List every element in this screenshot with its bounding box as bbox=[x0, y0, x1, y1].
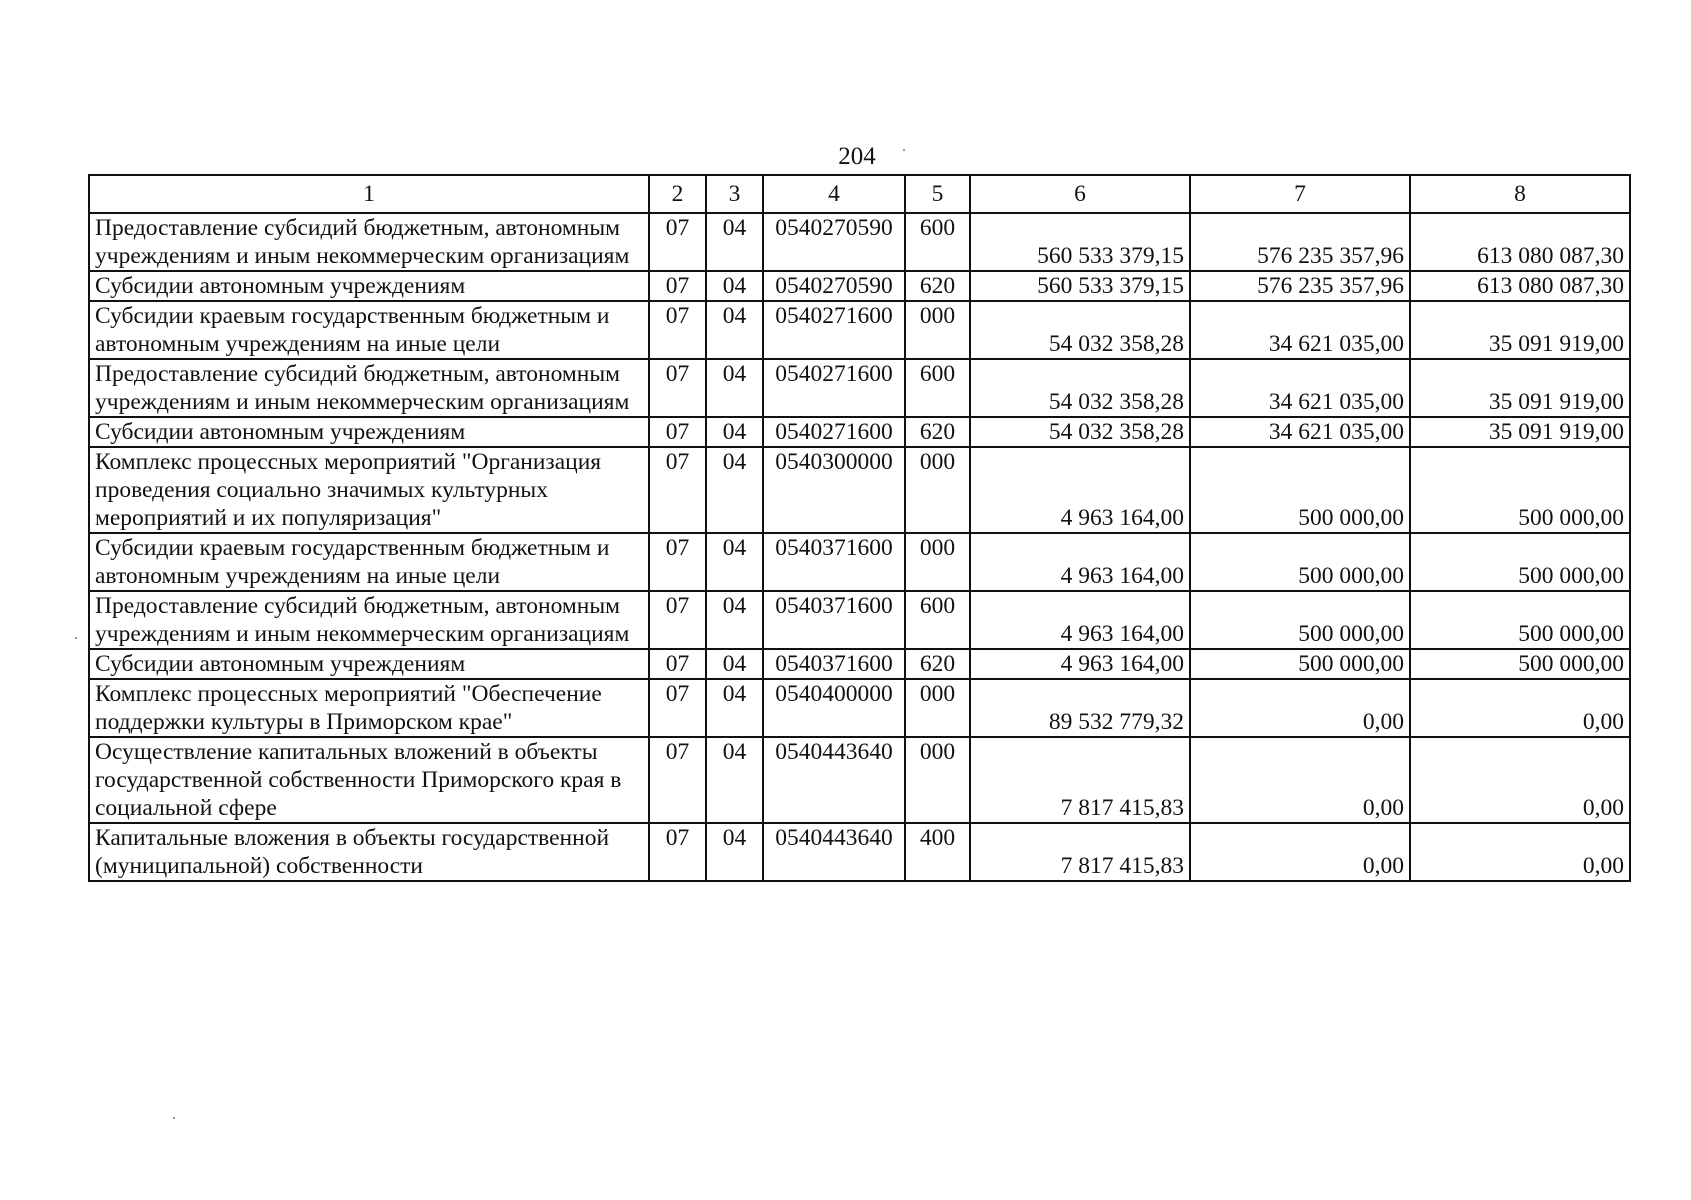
table-row bbox=[89, 417, 1630, 447]
type-code: 000 bbox=[905, 533, 970, 591]
subsection-code: 04 bbox=[706, 213, 763, 271]
section-code: 07 bbox=[649, 271, 706, 301]
target-code: 0540443640 bbox=[763, 823, 905, 881]
amount-col-8: 35 091 919,00 bbox=[1410, 301, 1630, 359]
target-code: 0540443640 bbox=[763, 737, 905, 823]
row-name: Предоставление субсидий бюджетным, автономным учреждениям и иным некоммерческим организациям bbox=[89, 591, 649, 649]
section-code: 07 bbox=[649, 591, 706, 649]
amount-col-6: 7 817 415,83 bbox=[970, 737, 1190, 823]
type-code: 600 bbox=[905, 213, 970, 271]
target-code: 0540371600 bbox=[763, 591, 905, 649]
amount-col-8: 500 000,00 bbox=[1410, 447, 1630, 533]
column-header: 1 bbox=[89, 175, 649, 213]
type-code: 620 bbox=[905, 271, 970, 301]
section-code: 07 bbox=[649, 359, 706, 417]
table-row bbox=[89, 213, 1630, 271]
type-code: 600 bbox=[905, 359, 970, 417]
amount-col-6: 7 817 415,83 bbox=[970, 823, 1190, 881]
section-code: 07 bbox=[649, 823, 706, 881]
target-code: 0540271600 bbox=[763, 359, 905, 417]
section-code: 07 bbox=[649, 533, 706, 591]
amount-col-7: 0,00 bbox=[1190, 823, 1410, 881]
target-code: 0540270590 bbox=[763, 271, 905, 301]
amount-col-6: 560 533 379,15 bbox=[970, 271, 1190, 301]
amount-col-6: 560 533 379,15 bbox=[970, 213, 1190, 271]
subsection-code: 04 bbox=[706, 271, 763, 301]
target-code: 0540371600 bbox=[763, 649, 905, 679]
amount-col-8: 500 000,00 bbox=[1410, 591, 1630, 649]
table-row bbox=[89, 359, 1630, 417]
table-row bbox=[89, 823, 1630, 881]
row-name: Субсидии автономным учреждениям bbox=[89, 271, 649, 301]
section-code: 07 bbox=[649, 417, 706, 447]
section-code: 07 bbox=[649, 649, 706, 679]
target-code: 0540270590 bbox=[763, 213, 905, 271]
type-code: 000 bbox=[905, 737, 970, 823]
row-name: Предоставление субсидий бюджетным, автономным учреждениям и иным некоммерческим организациям bbox=[89, 213, 649, 271]
subsection-code: 04 bbox=[706, 533, 763, 591]
column-header: 4 bbox=[763, 175, 905, 213]
amount-col-8: 613 080 087,30 bbox=[1410, 271, 1630, 301]
type-code: 000 bbox=[905, 679, 970, 737]
section-code: 07 bbox=[649, 447, 706, 533]
amount-col-8: 500 000,00 bbox=[1410, 533, 1630, 591]
subsection-code: 04 bbox=[706, 417, 763, 447]
target-code: 0540271600 bbox=[763, 301, 905, 359]
scan-speck bbox=[903, 149, 905, 151]
subsection-code: 04 bbox=[706, 591, 763, 649]
table-row bbox=[89, 271, 1630, 301]
amount-col-6: 4 963 164,00 bbox=[970, 591, 1190, 649]
column-header: 6 bbox=[970, 175, 1190, 213]
row-name: Комплекс процессных мероприятий "Обеспечение поддержки культуры в Приморском крае" bbox=[89, 679, 649, 737]
table-row bbox=[89, 301, 1630, 359]
row-name: Предоставление субсидий бюджетным, автономным учреждениям и иным некоммерческим организациям bbox=[89, 359, 649, 417]
amount-col-7: 500 000,00 bbox=[1190, 591, 1410, 649]
subsection-code: 04 bbox=[706, 737, 763, 823]
section-code: 07 bbox=[649, 737, 706, 823]
section-code: 07 bbox=[649, 213, 706, 271]
subsection-code: 04 bbox=[706, 823, 763, 881]
row-name: Субсидии автономным учреждениям bbox=[89, 649, 649, 679]
column-header: 5 bbox=[905, 175, 970, 213]
type-code: 600 bbox=[905, 591, 970, 649]
target-code: 0540400000 bbox=[763, 679, 905, 737]
section-code: 07 bbox=[649, 301, 706, 359]
column-header: 3 bbox=[706, 175, 763, 213]
subsection-code: 04 bbox=[706, 447, 763, 533]
row-name: Капитальные вложения в объекты государственной (муниципальной) собственности bbox=[89, 823, 649, 881]
amount-col-6: 4 963 164,00 bbox=[970, 447, 1190, 533]
row-name: Осуществление капитальных вложений в объекты государственной собственности Приморского края в социальной сфере bbox=[89, 737, 649, 823]
type-code: 000 bbox=[905, 301, 970, 359]
amount-col-6: 54 032 358,28 bbox=[970, 417, 1190, 447]
amount-col-8: 500 000,00 bbox=[1410, 649, 1630, 679]
row-name: Комплекс процессных мероприятий "Организация проведения социально значимых культурных мероприятий и их популяризация" bbox=[89, 447, 649, 533]
table-row bbox=[89, 649, 1630, 679]
amount-col-7: 576 235 357,96 bbox=[1190, 271, 1410, 301]
amount-col-7: 576 235 357,96 bbox=[1190, 213, 1410, 271]
amount-col-8: 35 091 919,00 bbox=[1410, 359, 1630, 417]
amount-col-6: 89 532 779,32 bbox=[970, 679, 1190, 737]
amount-col-6: 4 963 164,00 bbox=[970, 533, 1190, 591]
table-row bbox=[89, 447, 1630, 533]
row-name: Субсидии автономным учреждениям bbox=[89, 417, 649, 447]
subsection-code: 04 bbox=[706, 359, 763, 417]
table-row bbox=[89, 679, 1630, 737]
amount-col-7: 0,00 bbox=[1190, 679, 1410, 737]
type-code: 620 bbox=[905, 417, 970, 447]
subsection-code: 04 bbox=[706, 649, 763, 679]
row-name: Субсидии краевым государственным бюджетным и автономным учреждениям на иные цели bbox=[89, 533, 649, 591]
amount-col-8: 0,00 bbox=[1410, 823, 1630, 881]
row-name: Субсидии краевым государственным бюджетным и автономным учреждениям на иные цели bbox=[89, 301, 649, 359]
target-code: 0540371600 bbox=[763, 533, 905, 591]
scan-speck bbox=[173, 1117, 175, 1119]
budget-table bbox=[88, 174, 1631, 882]
amount-col-7: 34 621 035,00 bbox=[1190, 301, 1410, 359]
column-header: 7 bbox=[1190, 175, 1410, 213]
amount-col-7: 500 000,00 bbox=[1190, 649, 1410, 679]
amount-col-8: 0,00 bbox=[1410, 737, 1630, 823]
table-row bbox=[89, 591, 1630, 649]
amount-col-6: 54 032 358,28 bbox=[970, 301, 1190, 359]
amount-col-7: 500 000,00 bbox=[1190, 533, 1410, 591]
scan-speck bbox=[75, 637, 77, 639]
table-row bbox=[89, 533, 1630, 591]
type-code: 620 bbox=[905, 649, 970, 679]
amount-col-7: 34 621 035,00 bbox=[1190, 417, 1410, 447]
table-row bbox=[89, 737, 1630, 823]
target-code: 0540300000 bbox=[763, 447, 905, 533]
page-number: 204 bbox=[838, 143, 876, 170]
amount-col-6: 54 032 358,28 bbox=[970, 359, 1190, 417]
amount-col-8: 613 080 087,30 bbox=[1410, 213, 1630, 271]
type-code: 400 bbox=[905, 823, 970, 881]
amount-col-8: 0,00 bbox=[1410, 679, 1630, 737]
subsection-code: 04 bbox=[706, 679, 763, 737]
header-row bbox=[89, 175, 1630, 213]
column-header: 2 bbox=[649, 175, 706, 213]
section-code: 07 bbox=[649, 679, 706, 737]
amount-col-7: 34 621 035,00 bbox=[1190, 359, 1410, 417]
target-code: 0540271600 bbox=[763, 417, 905, 447]
type-code: 000 bbox=[905, 447, 970, 533]
amount-col-7: 500 000,00 bbox=[1190, 447, 1410, 533]
amount-col-7: 0,00 bbox=[1190, 737, 1410, 823]
subsection-code: 04 bbox=[706, 301, 763, 359]
column-header: 8 bbox=[1410, 175, 1630, 213]
amount-col-8: 35 091 919,00 bbox=[1410, 417, 1630, 447]
amount-col-6: 4 963 164,00 bbox=[970, 649, 1190, 679]
